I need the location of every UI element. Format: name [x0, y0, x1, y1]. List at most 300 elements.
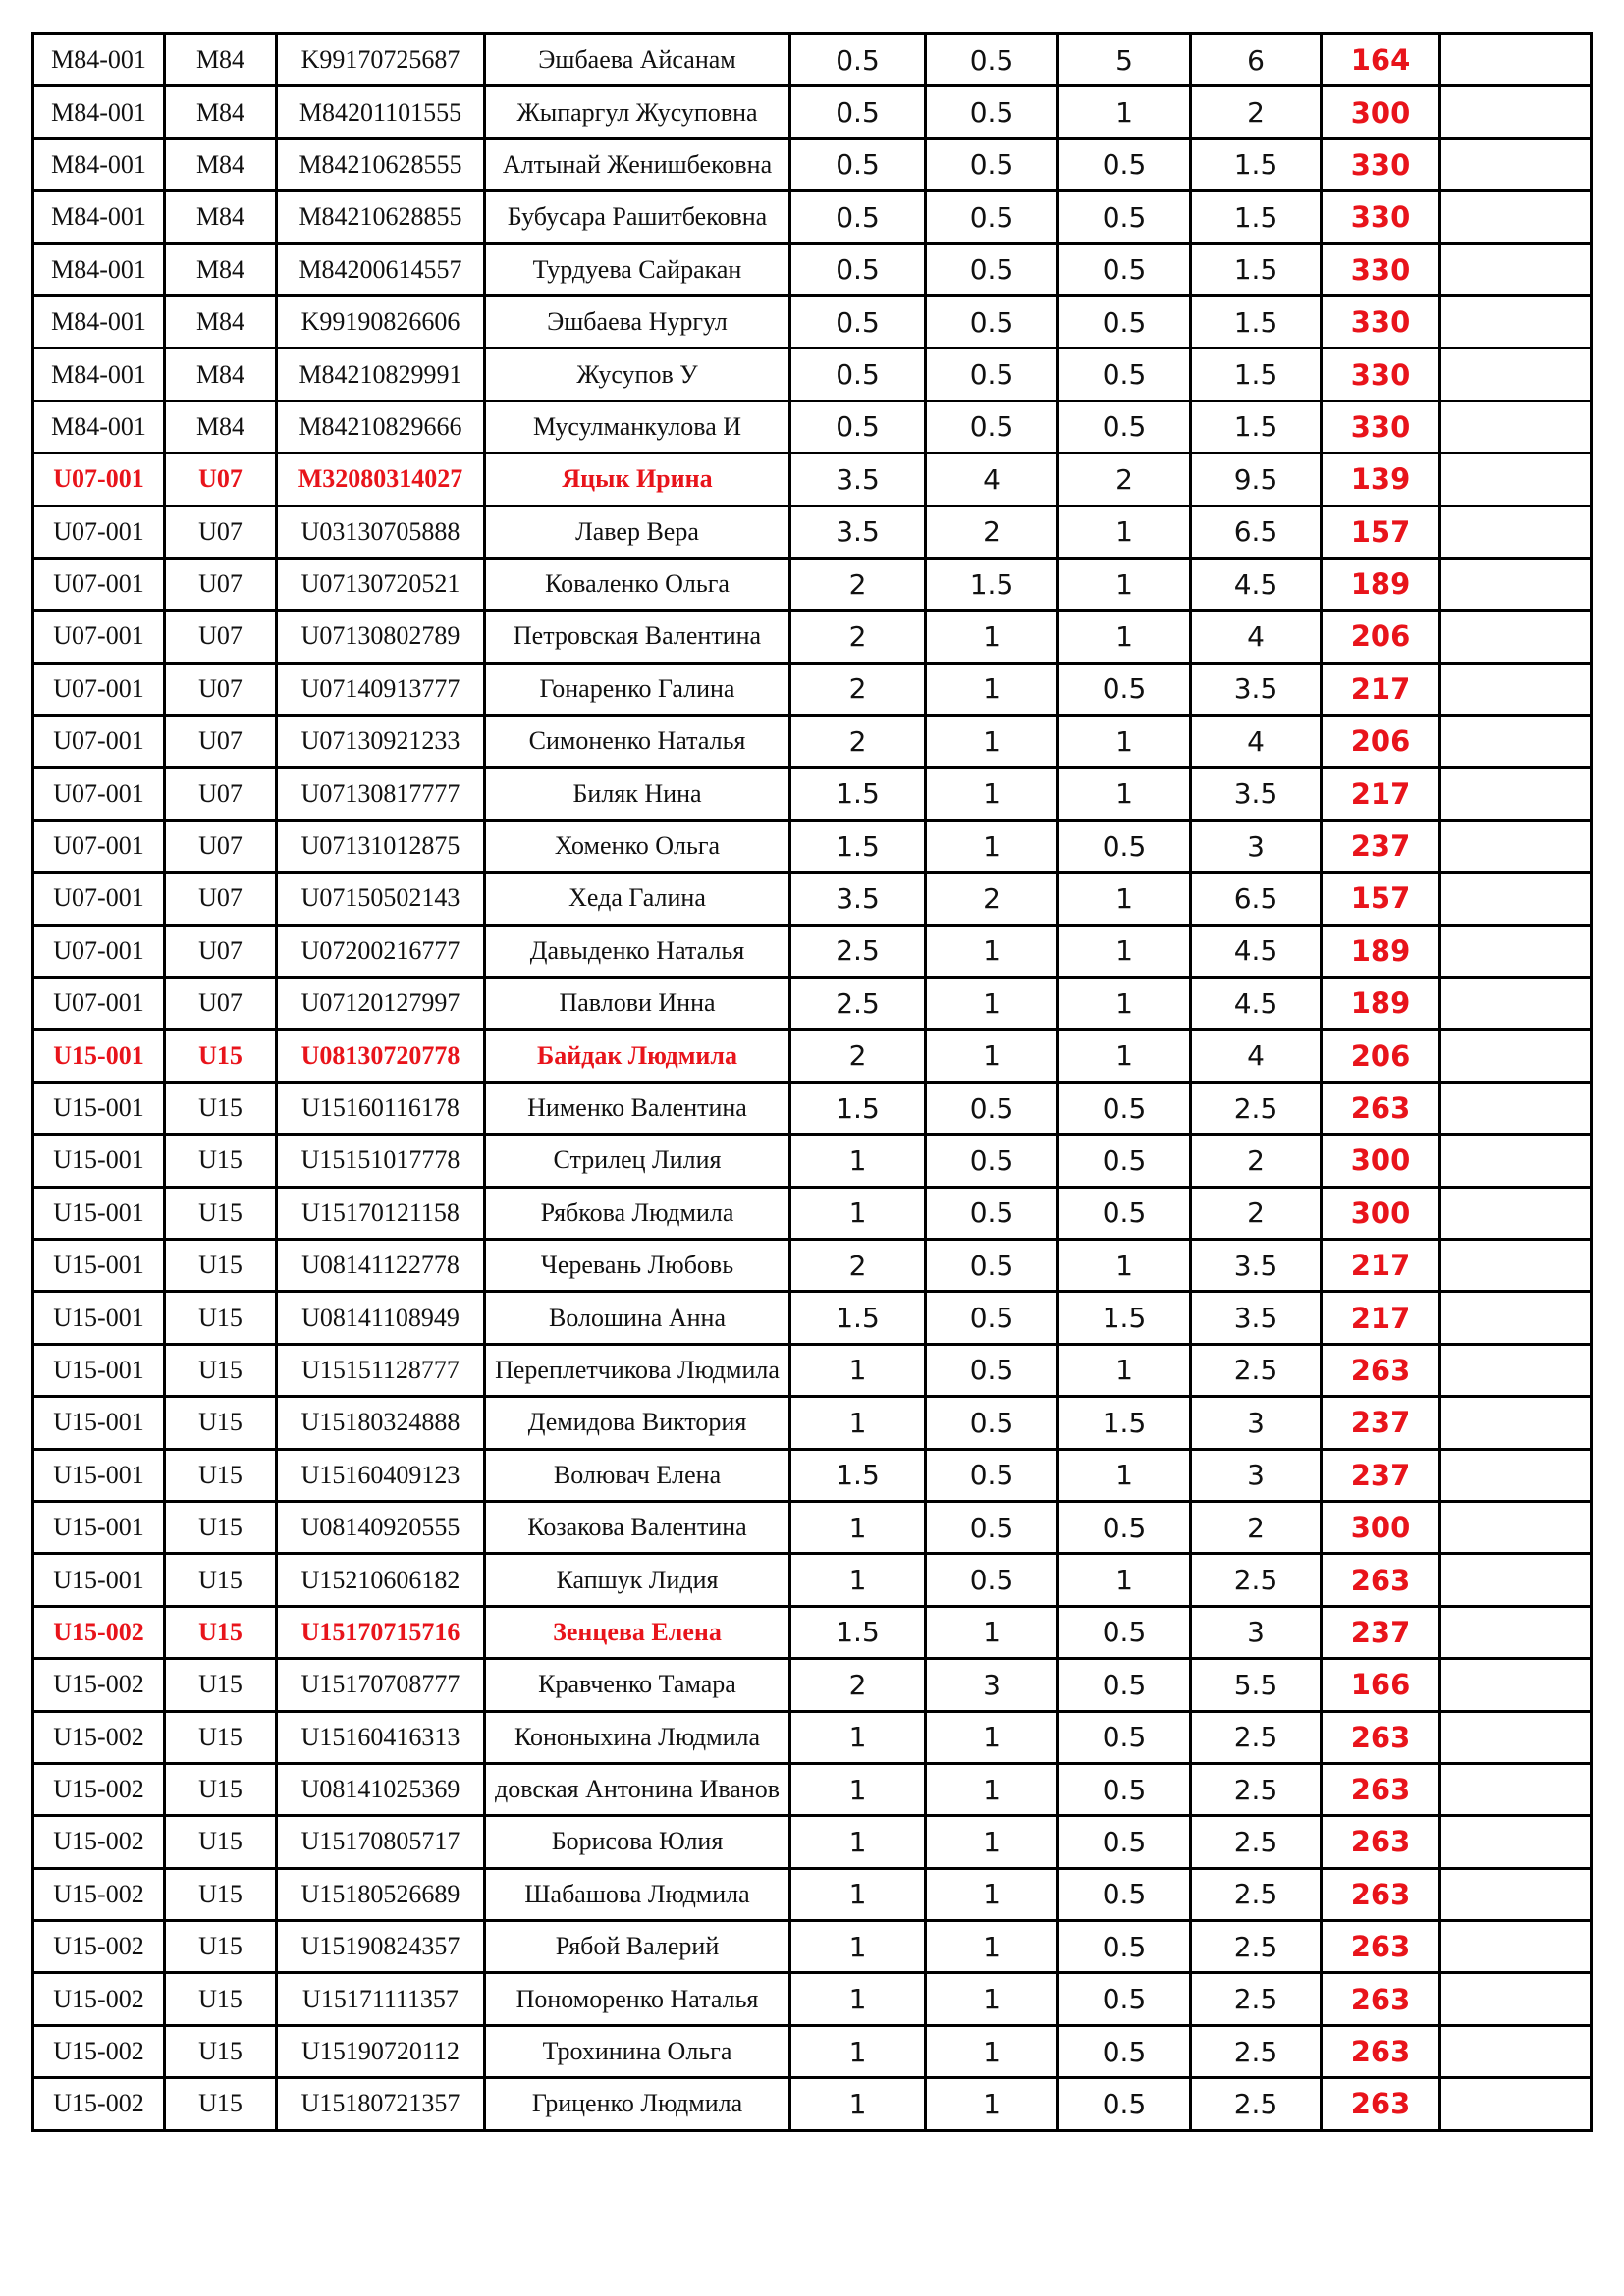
- region-cell: U15: [165, 1397, 277, 1449]
- name-cell: [485, 1606, 790, 1658]
- table-row: [33, 1973, 1592, 2025]
- name-text: Лавер Вера: [575, 516, 699, 546]
- score-cell: 237: [1322, 1606, 1440, 1658]
- total-cell: 2.5: [1191, 2078, 1322, 2130]
- total-cell: 2.5: [1191, 1921, 1322, 1973]
- table-row: [33, 1868, 1592, 1920]
- total-cell: 2.5: [1191, 2025, 1322, 2077]
- group-cell: M84-001: [33, 191, 165, 243]
- name-text: Алтынай Женишбековна: [502, 149, 773, 179]
- value3-cell: 0.5: [1058, 1921, 1191, 1973]
- code-cell: U15180526689: [277, 1868, 485, 1920]
- name-cell: [485, 138, 790, 190]
- value2-cell: 0.5: [926, 86, 1058, 138]
- table-body: [33, 34, 1592, 2131]
- code-cell: U15170708777: [277, 1659, 485, 1711]
- value1-cell: 1: [790, 1554, 926, 1606]
- name-text: Бубусара Рашитбековна: [507, 202, 768, 232]
- region-cell: U15: [165, 1030, 277, 1082]
- value3-cell: 1: [1058, 86, 1191, 138]
- score-cell: 206: [1322, 1030, 1440, 1082]
- name-cell: [485, 86, 790, 138]
- region-cell: U15: [165, 1816, 277, 1868]
- table-row: [33, 191, 1592, 243]
- score-cell: 237: [1322, 1449, 1440, 1501]
- code-cell: M32080314027: [277, 454, 485, 506]
- region-cell: U15: [165, 1659, 277, 1711]
- empty-cell: [1440, 1606, 1592, 1658]
- name-text: Симоненко Наталья: [528, 726, 746, 756]
- region-cell: U15: [165, 1344, 277, 1396]
- total-cell: 2.5: [1191, 1082, 1322, 1134]
- code-cell: M84200614557: [277, 243, 485, 295]
- code-cell: U15160116178: [277, 1082, 485, 1134]
- group-cell: U07-001: [33, 454, 165, 506]
- code-cell: U08140920555: [277, 1501, 485, 1553]
- table-row: [33, 1135, 1592, 1187]
- name-text: Эшбаева Айсанам: [538, 45, 736, 75]
- region-cell: U07: [165, 873, 277, 925]
- value2-cell: 0.5: [926, 1449, 1058, 1501]
- value3-cell: 1: [1058, 558, 1191, 610]
- name-cell: [485, 454, 790, 506]
- table-row: [33, 663, 1592, 715]
- value3-cell: 1: [1058, 1239, 1191, 1291]
- empty-cell: [1440, 191, 1592, 243]
- value1-cell: 1: [790, 1973, 926, 2025]
- value1-cell: 0.5: [790, 400, 926, 453]
- value3-cell: 0.5: [1058, 820, 1191, 872]
- value3-cell: 1.5: [1058, 1397, 1191, 1449]
- region-cell: U15: [165, 1711, 277, 1763]
- group-cell: U15-001: [33, 1554, 165, 1606]
- table-row: [33, 768, 1592, 820]
- value2-cell: 1: [926, 1711, 1058, 1763]
- value1-cell: 2: [790, 1030, 926, 1082]
- score-cell: 330: [1322, 295, 1440, 347]
- name-cell: [485, 506, 790, 558]
- score-cell: 157: [1322, 506, 1440, 558]
- value2-cell: 0.5: [926, 1292, 1058, 1344]
- value3-cell: 0.5: [1058, 1501, 1191, 1553]
- value3-cell: 0.5: [1058, 1082, 1191, 1134]
- name-text: Гриценко Людмила: [531, 2089, 743, 2118]
- value1-cell: 1: [790, 1135, 926, 1187]
- value1-cell: 1: [790, 1868, 926, 1920]
- region-cell: M84: [165, 34, 277, 86]
- value2-cell: 0.5: [926, 243, 1058, 295]
- name-text: Зенцева Елена: [553, 1617, 722, 1646]
- total-cell: 2: [1191, 86, 1322, 138]
- value1-cell: 2: [790, 558, 926, 610]
- value1-cell: 0.5: [790, 34, 926, 86]
- group-cell: U07-001: [33, 558, 165, 610]
- value1-cell: 1.5: [790, 1292, 926, 1344]
- name-cell: [485, 925, 790, 977]
- group-cell: U15-002: [33, 1816, 165, 1868]
- total-cell: 6.5: [1191, 506, 1322, 558]
- group-cell: U15-001: [33, 1344, 165, 1396]
- score-cell: 217: [1322, 768, 1440, 820]
- empty-cell: [1440, 1921, 1592, 1973]
- total-cell: 3.5: [1191, 1239, 1322, 1291]
- name-cell: [485, 1449, 790, 1501]
- code-cell: U08141025369: [277, 1763, 485, 1815]
- score-cell: 157: [1322, 873, 1440, 925]
- group-cell: U07-001: [33, 873, 165, 925]
- empty-cell: [1440, 1501, 1592, 1553]
- value3-cell: 0.5: [1058, 138, 1191, 190]
- total-cell: 3.5: [1191, 663, 1322, 715]
- value1-cell: 2: [790, 611, 926, 663]
- total-cell: 2: [1191, 1187, 1322, 1239]
- name-text: Эшбаева Нургул: [547, 307, 728, 337]
- group-cell: U15-002: [33, 1763, 165, 1815]
- empty-cell: [1440, 1763, 1592, 1815]
- score-cell: 189: [1322, 978, 1440, 1030]
- region-cell: M84: [165, 243, 277, 295]
- value3-cell: 0.5: [1058, 1135, 1191, 1187]
- value2-cell: 1: [926, 1606, 1058, 1658]
- table-row: [33, 506, 1592, 558]
- code-cell: U08141122778: [277, 1239, 485, 1291]
- total-cell: 1.5: [1191, 191, 1322, 243]
- name-cell: [485, 34, 790, 86]
- code-cell: K99170725687: [277, 34, 485, 86]
- empty-cell: [1440, 1711, 1592, 1763]
- region-cell: M84: [165, 295, 277, 347]
- group-cell: M84-001: [33, 295, 165, 347]
- name-text: довская Антонина Иванов: [494, 1775, 781, 1804]
- group-cell: U07-001: [33, 925, 165, 977]
- value2-cell: 0.5: [926, 1239, 1058, 1291]
- code-cell: U07131012875: [277, 820, 485, 872]
- value2-cell: 1: [926, 1868, 1058, 1920]
- table-row: [33, 1292, 1592, 1344]
- score-cell: 217: [1322, 663, 1440, 715]
- value1-cell: 1: [790, 2025, 926, 2077]
- score-cell: 139: [1322, 454, 1440, 506]
- score-cell: 263: [1322, 1554, 1440, 1606]
- score-cell: 300: [1322, 1187, 1440, 1239]
- value1-cell: 1: [790, 1711, 926, 1763]
- name-cell: [485, 191, 790, 243]
- region-cell: U07: [165, 663, 277, 715]
- empty-cell: [1440, 1187, 1592, 1239]
- code-cell: U15170715716: [277, 1606, 485, 1658]
- score-cell: 263: [1322, 1973, 1440, 2025]
- table-row: [33, 295, 1592, 347]
- value2-cell: 1: [926, 663, 1058, 715]
- empty-cell: [1440, 506, 1592, 558]
- total-cell: 4: [1191, 716, 1322, 768]
- score-cell: 217: [1322, 1292, 1440, 1344]
- group-cell: M84-001: [33, 400, 165, 453]
- empty-cell: [1440, 1030, 1592, 1082]
- table-row: [33, 1082, 1592, 1134]
- group-cell: U15-002: [33, 2078, 165, 2130]
- value3-cell: 0.5: [1058, 2025, 1191, 2077]
- table-row: [33, 2025, 1592, 2077]
- name-cell: [485, 1763, 790, 1815]
- value2-cell: 0.5: [926, 1344, 1058, 1396]
- group-cell: U15-001: [33, 1239, 165, 1291]
- total-cell: 4.5: [1191, 978, 1322, 1030]
- name-cell: [485, 2078, 790, 2130]
- value2-cell: 1: [926, 1030, 1058, 1082]
- name-text: Переплетчикова Людмила: [495, 1355, 780, 1384]
- code-cell: U15170121158: [277, 1187, 485, 1239]
- empty-cell: [1440, 768, 1592, 820]
- group-cell: U15-001: [33, 1030, 165, 1082]
- value3-cell: 1.5: [1058, 1292, 1191, 1344]
- region-cell: M84: [165, 138, 277, 190]
- value2-cell: 0.5: [926, 1187, 1058, 1239]
- score-cell: 330: [1322, 348, 1440, 400]
- region-cell: U15: [165, 1187, 277, 1239]
- value3-cell: 1: [1058, 611, 1191, 663]
- empty-cell: [1440, 1344, 1592, 1396]
- code-cell: U07120127997: [277, 978, 485, 1030]
- score-cell: 263: [1322, 2025, 1440, 2077]
- total-cell: 4: [1191, 1030, 1322, 1082]
- name-text: Гонаренко Галина: [539, 673, 735, 703]
- region-cell: U07: [165, 768, 277, 820]
- empty-cell: [1440, 1449, 1592, 1501]
- code-cell: U07130921233: [277, 716, 485, 768]
- value1-cell: 0.5: [790, 191, 926, 243]
- name-text: Рябой Валерий: [555, 1932, 720, 1961]
- total-cell: 9.5: [1191, 454, 1322, 506]
- total-cell: 6.5: [1191, 873, 1322, 925]
- code-cell: U07130720521: [277, 558, 485, 610]
- table-row: [33, 1816, 1592, 1868]
- name-cell: [485, 400, 790, 453]
- total-cell: 2.5: [1191, 1554, 1322, 1606]
- value3-cell: 2: [1058, 454, 1191, 506]
- value3-cell: 1: [1058, 1554, 1191, 1606]
- name-text: Коваленко Ольга: [545, 569, 730, 599]
- empty-cell: [1440, 348, 1592, 400]
- region-cell: U07: [165, 820, 277, 872]
- code-cell: M84210628855: [277, 191, 485, 243]
- region-cell: U07: [165, 454, 277, 506]
- total-cell: 5.5: [1191, 1659, 1322, 1711]
- code-cell: U15190720112: [277, 2025, 485, 2077]
- name-text: Волошина Анна: [548, 1303, 726, 1332]
- total-cell: 3.5: [1191, 768, 1322, 820]
- code-cell: U07130817777: [277, 768, 485, 820]
- region-cell: U15: [165, 1554, 277, 1606]
- score-cell: 330: [1322, 400, 1440, 453]
- name-cell: [485, 1030, 790, 1082]
- total-cell: 1.5: [1191, 138, 1322, 190]
- group-cell: U07-001: [33, 820, 165, 872]
- value2-cell: 0.5: [926, 1397, 1058, 1449]
- group-cell: U07-001: [33, 768, 165, 820]
- value1-cell: 1: [790, 1397, 926, 1449]
- value2-cell: 1: [926, 820, 1058, 872]
- name-text: Волювач Елена: [553, 1460, 722, 1489]
- name-cell: [485, 1397, 790, 1449]
- empty-cell: [1440, 873, 1592, 925]
- total-cell: 6: [1191, 34, 1322, 86]
- group-cell: U15-001: [33, 1449, 165, 1501]
- value1-cell: 1: [790, 2078, 926, 2130]
- name-text: Трохинина Ольга: [542, 2037, 732, 2066]
- value1-cell: 1.5: [790, 768, 926, 820]
- name-text: Хеда Галина: [568, 883, 706, 913]
- region-cell: U15: [165, 1763, 277, 1815]
- value3-cell: 0.5: [1058, 1763, 1191, 1815]
- value2-cell: 0.5: [926, 295, 1058, 347]
- empty-cell: [1440, 34, 1592, 86]
- value2-cell: 1: [926, 978, 1058, 1030]
- score-cell: 263: [1322, 2078, 1440, 2130]
- name-text: Шабашова Людмила: [524, 1879, 750, 1908]
- region-cell: M84: [165, 191, 277, 243]
- name-cell: [485, 1973, 790, 2025]
- code-cell: U07150502143: [277, 873, 485, 925]
- table-row: [33, 1659, 1592, 1711]
- empty-cell: [1440, 1973, 1592, 2025]
- score-cell: 189: [1322, 558, 1440, 610]
- total-cell: 3.5: [1191, 1292, 1322, 1344]
- name-text: Кравченко Тамара: [538, 1670, 736, 1699]
- table-row: [33, 400, 1592, 453]
- name-text: Борисова Юлия: [551, 1827, 724, 1856]
- total-cell: 1.5: [1191, 400, 1322, 453]
- value1-cell: 2.5: [790, 925, 926, 977]
- total-cell: 3: [1191, 1606, 1322, 1658]
- total-cell: 2: [1191, 1501, 1322, 1553]
- name-cell: [485, 873, 790, 925]
- table-row: [33, 1921, 1592, 1973]
- value1-cell: 1.5: [790, 1082, 926, 1134]
- name-text: Петровская Валентина: [513, 621, 762, 651]
- name-text: Черевань Любовь: [540, 1251, 734, 1280]
- name-cell: [485, 1711, 790, 1763]
- empty-cell: [1440, 1659, 1592, 1711]
- value2-cell: 0.5: [926, 138, 1058, 190]
- value1-cell: 1.5: [790, 820, 926, 872]
- region-cell: U15: [165, 1135, 277, 1187]
- value2-cell: 1: [926, 1921, 1058, 1973]
- value1-cell: 2.5: [790, 978, 926, 1030]
- value3-cell: 0.5: [1058, 1606, 1191, 1658]
- value2-cell: 1: [926, 611, 1058, 663]
- code-cell: U07130802789: [277, 611, 485, 663]
- value3-cell: 5: [1058, 34, 1191, 86]
- value1-cell: 1.5: [790, 1449, 926, 1501]
- name-cell: [485, 558, 790, 610]
- value2-cell: 1: [926, 716, 1058, 768]
- empty-cell: [1440, 558, 1592, 610]
- name-text: Давыденко Наталья: [529, 935, 745, 965]
- value3-cell: 0.5: [1058, 1816, 1191, 1868]
- group-cell: M84-001: [33, 348, 165, 400]
- table-row: [33, 1554, 1592, 1606]
- value1-cell: 2: [790, 1239, 926, 1291]
- region-cell: U07: [165, 978, 277, 1030]
- name-cell: [485, 295, 790, 347]
- total-cell: 4: [1191, 611, 1322, 663]
- name-cell: [485, 1659, 790, 1711]
- region-cell: U15: [165, 2078, 277, 2130]
- name-text: Стрилец Лилия: [553, 1146, 722, 1175]
- value3-cell: 0.5: [1058, 295, 1191, 347]
- empty-cell: [1440, 716, 1592, 768]
- empty-cell: [1440, 138, 1592, 190]
- region-cell: U07: [165, 611, 277, 663]
- region-cell: U07: [165, 716, 277, 768]
- group-cell: U15-002: [33, 1921, 165, 1973]
- code-cell: U07140913777: [277, 663, 485, 715]
- table-row: [33, 2078, 1592, 2130]
- value2-cell: 1: [926, 1763, 1058, 1815]
- total-cell: 2: [1191, 1135, 1322, 1187]
- score-cell: 330: [1322, 191, 1440, 243]
- region-cell: U15: [165, 1501, 277, 1553]
- group-cell: U07-001: [33, 978, 165, 1030]
- code-cell: U08130720778: [277, 1030, 485, 1082]
- table-row-highlighted: [33, 1030, 1592, 1082]
- value1-cell: 1: [790, 1921, 926, 1973]
- score-cell: 166: [1322, 1659, 1440, 1711]
- name-cell: [485, 1082, 790, 1134]
- value1-cell: 1.5: [790, 1606, 926, 1658]
- empty-cell: [1440, 1135, 1592, 1187]
- region-cell: U15: [165, 1606, 277, 1658]
- score-cell: 237: [1322, 1397, 1440, 1449]
- name-text: Пономоренко Наталья: [515, 1984, 759, 2013]
- value1-cell: 0.5: [790, 348, 926, 400]
- name-cell: [485, 348, 790, 400]
- group-cell: U15-001: [33, 1187, 165, 1239]
- total-cell: 2.5: [1191, 1711, 1322, 1763]
- code-cell: K99190826606: [277, 295, 485, 347]
- name-text: Жыпаргул Жусуповна: [516, 97, 758, 127]
- value1-cell: 0.5: [790, 243, 926, 295]
- total-cell: 1.5: [1191, 295, 1322, 347]
- total-cell: 3: [1191, 1397, 1322, 1449]
- empty-cell: [1440, 1397, 1592, 1449]
- value1-cell: 1: [790, 1816, 926, 1868]
- table-row: [33, 1239, 1592, 1291]
- score-cell: 263: [1322, 1921, 1440, 1973]
- value3-cell: 0.5: [1058, 1187, 1191, 1239]
- value3-cell: 0.5: [1058, 400, 1191, 453]
- name-cell: [485, 1344, 790, 1396]
- group-cell: U07-001: [33, 663, 165, 715]
- name-cell: [485, 1921, 790, 1973]
- empty-cell: [1440, 1554, 1592, 1606]
- name-text: Биляк Нина: [572, 778, 702, 808]
- empty-cell: [1440, 86, 1592, 138]
- score-cell: 263: [1322, 1763, 1440, 1815]
- value2-cell: 0.5: [926, 1135, 1058, 1187]
- total-cell: 1.5: [1191, 243, 1322, 295]
- value2-cell: 0.5: [926, 1554, 1058, 1606]
- score-cell: 206: [1322, 716, 1440, 768]
- total-cell: 3: [1191, 820, 1322, 872]
- group-cell: U15-002: [33, 1606, 165, 1658]
- value3-cell: 0.5: [1058, 348, 1191, 400]
- group-cell: U07-001: [33, 611, 165, 663]
- value2-cell: 0.5: [926, 1501, 1058, 1553]
- code-cell: U15171111357: [277, 1973, 485, 2025]
- code-cell: U15151017778: [277, 1135, 485, 1187]
